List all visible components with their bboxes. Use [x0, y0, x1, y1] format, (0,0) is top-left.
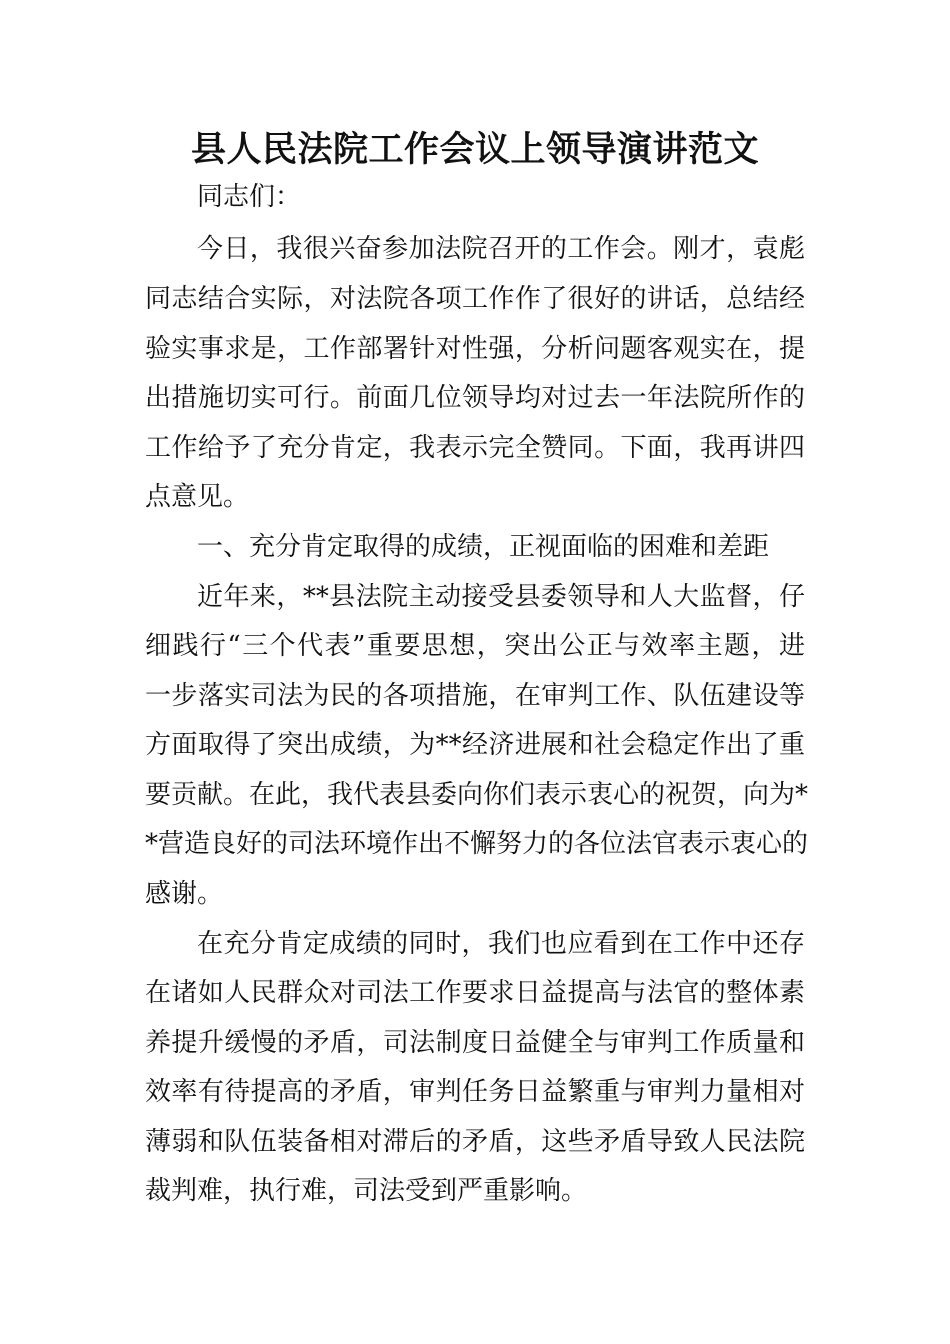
paragraph-2-line-7: 感谢。: [145, 879, 224, 909]
salutation-line: 同志们：: [197, 182, 302, 212]
paragraph-3-line-2: 在诸如人民群众对司法工作要求日益提高与法官的整体素: [145, 978, 805, 1008]
paragraph-1-line-5: 工作给予了充分肯定，我表示完全赞同。下面，我再讲四: [145, 433, 805, 463]
paragraph-2-line-4: 方面取得了突出成绩，为**经济进展和社会稳定作出了重: [145, 730, 805, 760]
section-heading-1: 一、充分肯定取得的成绩，正视面临的困难和差距: [197, 532, 770, 562]
paragraph-1-line-1: 今日，我很兴奋参加法院召开的工作会。刚才，袁彪: [197, 234, 805, 264]
paragraph-2-line-3: 一步落实司法为民的各项措施，在审判工作、队伍建设等: [145, 681, 805, 711]
paragraph-2-line-1: 近年来，**县法院主动接受县委领导和人大监督，仔: [197, 582, 805, 612]
paragraph-3-line-4: 效率有待提高的矛盾，审判任务日益繁重与审判力量相对: [145, 1077, 805, 1107]
paragraph-3-line-3: 养提升缓慢的矛盾，司法制度日益健全与审判工作质量和: [145, 1028, 805, 1058]
paragraph-1-line-3: 验实事求是，工作部署针对性强，分析问题客观实在，提: [145, 334, 805, 364]
paragraph-2-line-6: *营造良好的司法环境作出不懈努力的各位法官表示衷心的: [145, 829, 809, 859]
paragraph-3-line-6: 裁判难，执行难，司法受到严重影响。: [145, 1176, 588, 1206]
paragraph-2-line-5: 要贡献。在此，我代表县委向你们表示衷心的祝贺，向为*: [145, 780, 809, 810]
paragraph-1-line-6: 点意见。: [145, 482, 250, 512]
paragraph-1-line-4: 出措施切实可行。前面几位领导均对过去一年法院所作的: [145, 383, 805, 413]
paragraph-3-line-1: 在充分肯定成绩的同时，我们也应看到在工作中还存: [197, 929, 805, 959]
document-title: 县人民法院工作会议上领导演讲范文: [190, 130, 759, 170]
paragraph-2-line-2: 细践行“三个代表”重要思想，突出公正与效率主题，进: [145, 631, 805, 661]
paragraph-3-line-5: 薄弱和队伍装备相对滞后的矛盾，这些矛盾导致人民法院: [145, 1127, 805, 1157]
paragraph-1-line-2: 同志结合实际，对法院各项工作作了很好的讲话，总结经: [145, 284, 805, 314]
